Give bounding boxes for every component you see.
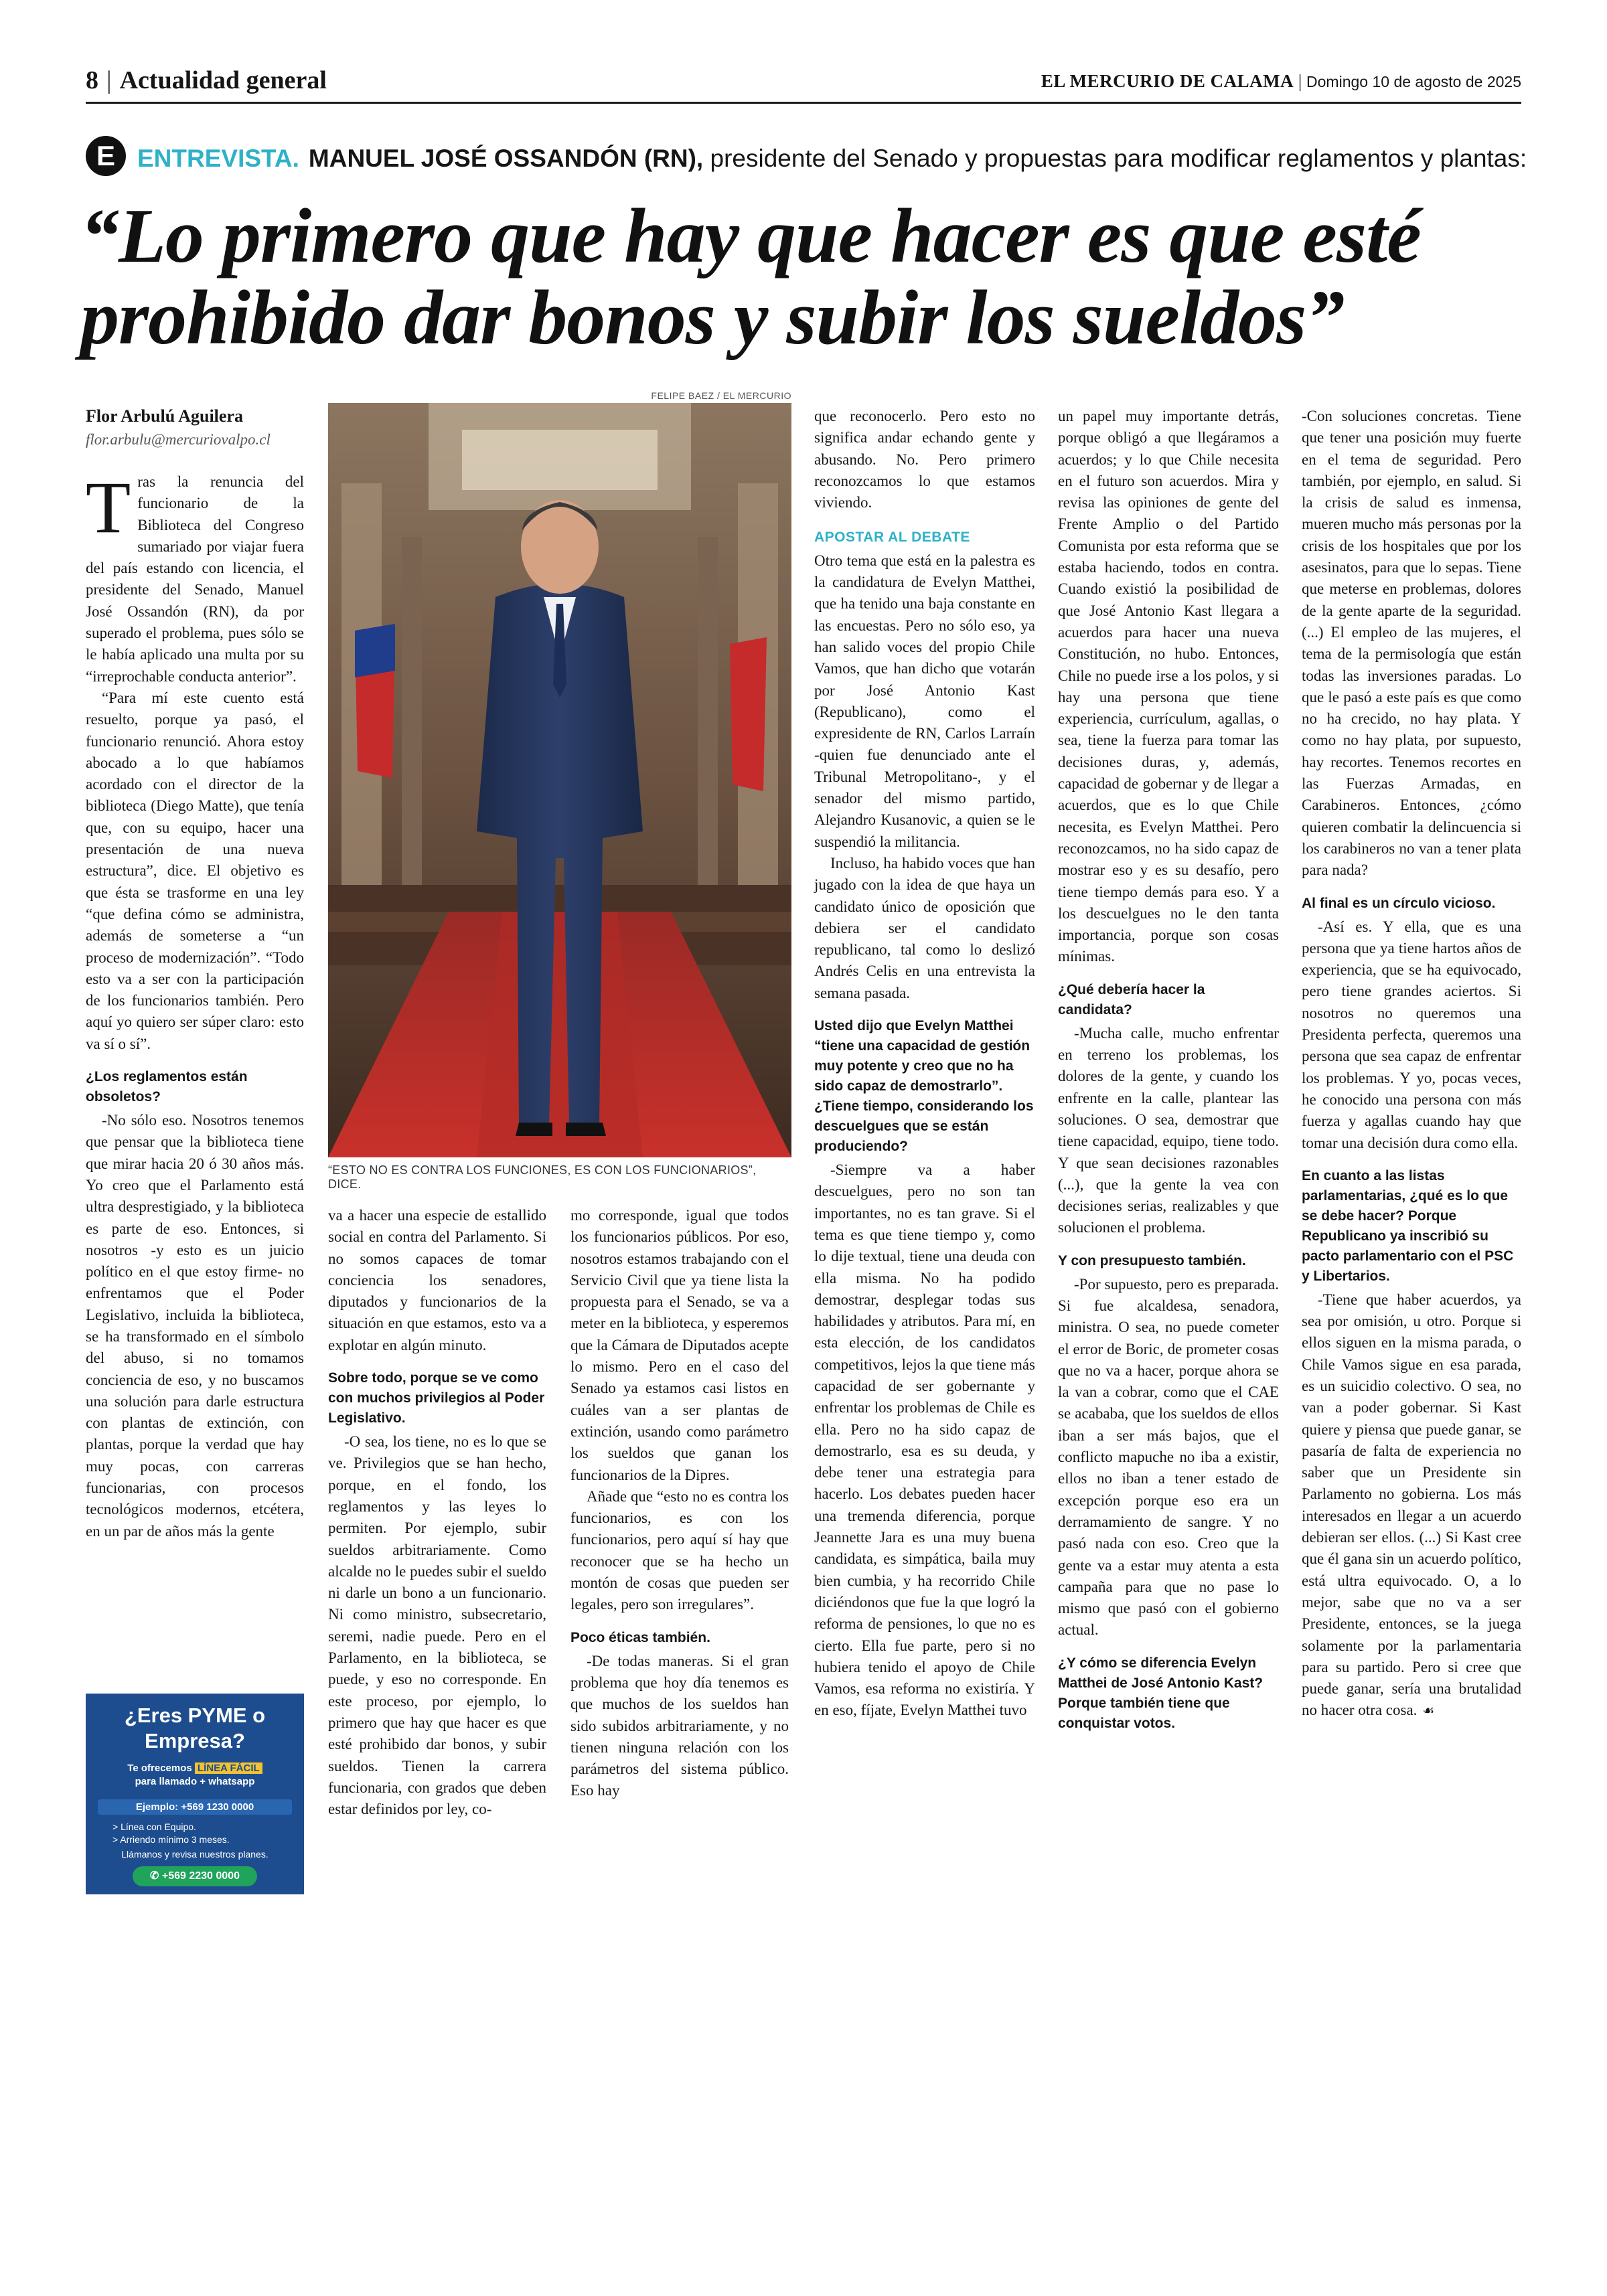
interview-question: ¿Y cómo se diferencia Evelyn Matthei de José Antonio Kast? Porque también tiene que conquistar votos.	[1058, 1655, 1264, 1731]
ad-bullet: > Línea con Equipo.	[112, 1821, 196, 1832]
drop-cap: T	[86, 467, 131, 548]
interview-question: Poco éticas también.	[570, 1629, 710, 1645]
headline: “Lo primero que hay que hacer es que esté prohibido dar bonos y subir los sueldos”	[80, 193, 1421, 361]
interview-question: ¿Los reglamentos están obsoletos?	[86, 1069, 248, 1105]
ad-bullets	[112, 1821, 230, 1846]
lead-paragraph: Tras la renuncia del funcionario de la Biblioteca del Congreso sumariado por viajar fuera del país estando con licencia, el presidente del Senado, Manuel José Ossandón (RN), da por superado el problema, pues sólo se le había aplicado una multa por su “irreprochable conducta anterior”.	[86, 467, 304, 685]
page-number: 8	[86, 66, 98, 94]
interview-question: ¿Qué debería hacer la candidata?	[1058, 981, 1205, 1017]
paragraph: -No sólo eso. Nosotros tenemos que pensar que la biblioteca tiene que mirar hacia 20 ó 30 años más. Yo creo que el Parlamento está ultra desprestigiado, y la biblioteca es parte de eso. Entonces, si nosotros -y esto es un juicio político en el que estoy firme- no enfrentamos que el Poder Legislativo, incluida la biblioteca, se ha transformado en el símbolo del abuso, si no tomamos conciencia de eso, y no buscamos una solución para darle estructura con plantas de extinción, con plantas, porque la verdad que hay muy pocas, con carreras funcionarias, con procesos tecnológicos modernos, etcétera, en un par de años más la gente	[86, 1112, 304, 1540]
section-subhead: APOSTAR AL DEBATE	[814, 529, 970, 546]
paragraph: -O sea, los tiene, no es lo que se ve. Privilegios que se han hecho, porque, en el fondo, los reglamentos y las leyes lo permiten. Por ejemplo, subir sueldos arbitrariamente. Como alcalde no le puedes subir el sueldo ni darle un bono a un funcionario. Ni como ministro, subsecretario, seremi, nadie puede. Pero en el Parlamento, en la biblioteca, se puede, y eso no corresponde. En este proceso, por ejemplo, lo primero que hay que hacer es que esté prohibido dar bonos, y subir sueldos. Tienen la carrera funcionaria, con grados que deben estar definidos por ley, co-	[328, 1433, 546, 1818]
kicker-name: MANUEL JOSÉ OSSANDÓN (RN),	[308, 145, 704, 172]
byline-author: Flor Arbulú Aguilera	[86, 406, 243, 426]
advertisement[interactable]	[86, 1694, 304, 1894]
interview-badge-icon: E	[86, 136, 126, 176]
ad-phone-button[interactable]: ✆ +569 2230 0000	[133, 1866, 257, 1886]
paragraph: Otro tema que está en la palestra es la candidatura de Evelyn Matthei, que ha tenido una baja constante en las encuestas. Pero no sólo eso, ya han salido voces del propio Chile Vamos, que han dicho que votarán por José Antonio Kast (Republicano), como el expresidente de RN, Carlos Larraín -quien fue denunciado ante el Tribunal Metropolitano-, y el senador del mismo partido, Alejandro Kusanovic, a quien se le suspendió la militancia.	[814, 552, 1035, 850]
paragraph: mo corresponde, igual que todos los funcionarios públicos. Por eso, nosotros estamos trabajando con el Servicio Civil que ya tiene lista la propuesta para el Senado, se va a meter en la biblioteca, y esperemos que la Cámara de Diputados acepte lo mismo. Pero en el caso del Senado ya estamos casi listos en cuáles van a ser plantas de extinción, usando como parámetro los sueldos que ganan los funcionarios de la Dipres.	[570, 1207, 789, 1483]
folio-rule	[86, 102, 1521, 104]
paragraph: Añade que “esto no es contra los funcionarios, es con los funcionarios, pero aquí sí hay que reconocer que se ha hecho un montón de cosas que pueden ser legales, pero son irregulares”.	[570, 1487, 789, 1613]
kicker-label: ENTREVISTA.	[137, 145, 299, 172]
publication-date: Domingo 10 de agosto de 2025	[1306, 73, 1521, 90]
article-column-3	[570, 1205, 789, 1802]
whatsapp-icon: ✆	[150, 1870, 162, 1882]
interview-question: Al final es un círculo vicioso.	[1302, 895, 1496, 911]
ad-bullet: > Arriendo mínimo 3 meses.	[112, 1834, 230, 1845]
ad-offer: Te ofrecemos LÍNEA FÁCIL para llamado + whatsapp	[99, 1762, 291, 1789]
article-column-5	[1058, 406, 1279, 1736]
byline-email[interactable]: flor.arbulu@mercuriovalpo.cl	[86, 431, 271, 448]
paragraph: Incluso, ha habido voces que han jugado con la idea de que haya un candidato único de oposición que debiera ser el candidato republicano, tal como lo deslizó Andrés Celis en una entrevista la semana pasada.	[814, 854, 1035, 1001]
paragraph: -De todas maneras. Si el gran problema que hoy día tenemos es que muchos de los sueldos han sido subidos arbitrariamente, y no tienen ninguna relación con los parámetros del sistema público. Eso hay	[570, 1652, 789, 1799]
interview-question: En cuanto a las listas parlamentarias, ¿qué es lo que se debe hacer? Porque Republicano ya inscribió su pacto parlamentario con el PSC y Libertarios.	[1302, 1167, 1514, 1284]
photo-caption: “ESTO NO ES CONTRA LOS FUNCIONES, ES CON LOS FUNCIONARIOS”, DICE.	[328, 1163, 757, 1191]
kicker	[137, 145, 1527, 173]
folio-section	[86, 66, 327, 95]
ad-offer-highlight: LÍNEA FÁCIL	[195, 1762, 262, 1774]
article-photo	[328, 403, 791, 1157]
paragraph: -Con soluciones concretas. Tiene que tener una posición muy fuerte en el tema de seguridad. Pero también, por ejemplo, en salud. Si la crisis de salud es inmensa, mueren mucho más personas por la crisis de los hospitales que por los asesinatos, para que lo sepas. Tiene que meterse en problemas, dolores de la gente aparte de la seguridad. (...) El empleo de las mujeres, el tema de la permisología que están todas las inversiones paradas. Lo que le pasó a este país es que como no ha crecido, no hay plata. Y como no hay plata, por supuesto, hay recortes. Tenemos recortes en las Fuerzas Armadas, en Carabineros. Entonces, ¿cómo quieren combatir la delincuencia si los carabineros no van a tener plata para nada?	[1302, 408, 1521, 879]
kicker-description: presidente del Senado y propuestas para modificar reglamentos y plantas:	[710, 145, 1527, 172]
paragraph: -Así es. Y ella, que es una persona que ya tiene hartos años de experiencia, que se ha equivocado, pero tiene grandes aciertos. Si nosotros no queremos una Presidenta perfecta, queremos una persona que sea capaz de enfrentar los problemas. Y yo, pocas veces, he conocido una persona con más fuerza y agallas cuando hay que tomar una decisión dura como ella.	[1302, 918, 1521, 1151]
paragraph: que reconocerlo. Pero esto no significa andar echando gente y abusando. No. Pero primero reconozcamos lo que estamos viviendo.	[814, 408, 1035, 511]
end-mark-icon: ☙	[1422, 1702, 1435, 1719]
interview-question: Usted dijo que Evelyn Matthei “tiene una capacidad de gestión muy potente y creo que no ha sido capaz de demostrarlo”. ¿Tiene tiempo, considerando los descuelgues que se están produciendo?	[814, 1018, 1034, 1155]
folio-publication: EL MERCURIO DE CALAMA | Domingo 10 de agosto de 2025	[1041, 71, 1521, 91]
interview-question: Y con presupuesto también.	[1058, 1252, 1246, 1268]
paragraph: un papel muy importante detrás, porque obligó a que llegáramos a acuerdos; y lo que Chile necesita en el futuro son acuerdos. Mira y revisa las opiniones de gente del Frente Amplio o del Partido Comunista por esta reforma que se estaba haciendo, todos en contra. Cuando existió la posibilidad de que José Antonio Kast llegara a acuerdos para hacer una nueva Constitución, no hubo. Entonces, Chile no puede irse a los polos, y si hay una persona que tiene experiencia, currículum, agallas, o sea, tiene la fuerza para tomar las decisiones duras, y, además, capacidad de gobernar y de llegar a acuerdos, que es lo que Chile necesita, es Evelyn Matthei. Pero reconozcamos, no ha sido capaz de mostrar eso y es su desafío, pero tiene tiempo demás para eso. Y a los descuelgues no le den tanta importancia, porque son cosas mínimas.	[1058, 408, 1279, 965]
article-column-2	[328, 1205, 546, 1820]
article-column-1	[86, 467, 304, 1542]
photo-credit: FELIPE BAEZ / EL MERCURIO	[651, 390, 791, 401]
paragraph: “Para mí este cuento está resuelto, porque ya pasó, el funcionario renunció. Ahora estoy abocado a lo que habíamos acordado con el director de la biblioteca (Diego Matte), que tenía que, con su equipo, hacer una presentación de una nueva estructura”, dice. El objetivo es que ésta se trasforme en una ley “que defina cómo se administra, además de someterse a “un proceso de modernización”. “Todo esto va a ser con la participación de los funcionarios también. Pero aquí yo quiero ser súper claro: esto va sí o sí”.	[86, 689, 304, 1052]
folio-separator: |	[106, 66, 112, 94]
ad-example-phone: Ejemplo: +569 1230 0000	[98, 1799, 292, 1815]
article-column-6	[1302, 406, 1521, 1722]
paragraph: -Mucha calle, mucho enfrentar en terreno los problemas, los dolores de la gente, y cuando los enfrente en la calle, plantear las soluciones. O sea, demostrar que tiene capacidad, equipo, tiene todo. Y que sean decisiones razonables (...), que la gente la vea con decisiones serias, realizables y que solucionen el problema.	[1058, 1024, 1279, 1236]
paragraph: -Por supuesto, pero es preparada. Si fue alcaldesa, senadora, ministra. O sea, no puede cometer el error de Boric, de prometer cosas que no va a hacer, porque ahora se la van a cobrar, como que el CAE se acababa, que los sueldos de ellos iban a ser más bajos, que el conflicto mapuche no iba a existir, ellos no iban a tener estado de excepción porque eso era un derramamiento de sangre. Y no pasó nada con eso. Creo que la gente va a estar muy atenta a esta campaña para que no pase lo mismo que pasó con el gobierno actual.	[1058, 1275, 1279, 1639]
paragraph: -Siempre va a haber descuelgues, pero no son tan importantes, no es tan grave. Si el tema es que tiene tiempo y, como lo dije textual, tiene una deuda con ella misma. No ha podido demostrar, desplegar todas sus habilidades y atributos. Para mí, en esta elección, de los candidatos competitivos, lejos la que tiene más capacidad de ser gobernante y enfrentar los problemas de Chile es ella. Pero no ha sido capaz de demostrarlo, esa es su deuda, y debe tener una estrategia para hacerlo. Los debates pueden hacer una tremenda diferencia, porque Jeannette Jara es una muy buena candidata, es simpática, baila muy bien cumbia, y ha recorrido Chile diciéndonos que fue la que logró la reforma de pensiones, lo que no es cierto. Ella fue parte, pero si no hubiera tenido el apoyo de Chile Vamos, esa reforma no existiría. Y en eso, fíjate, Evelyn Matthei tuvo	[814, 1161, 1035, 1719]
portrait-illustration	[328, 403, 791, 1157]
ad-footer: Llámanos y revisa nuestros planes.	[121, 1849, 269, 1860]
section-name: Actualidad general	[119, 66, 327, 94]
paragraph: va a hacer una especie de estallido social en contra del Parlamento. Si no somos capaces de tomar conciencia los senadores, diputados y funcionarios de la situación en que estamos, esto va a explotar en algún minuto.	[328, 1207, 546, 1354]
ad-title: ¿Eres PYME o Empresa?	[124, 1704, 266, 1752]
paragraph: -Tiene que haber acuerdos, ya sea por omisión, u otro. Porque si ellos siguen en la misma parada, o Chile Vamos sigue en esa parada, es un suicidio colectivo. O sea, no van a poder gobernar. Si Kast quiere y piensa que puede ganar, se pasaría de falta de experiencia no saber que un Presidente sin Parlamento no gobierna. Los más interesados en llegar a un acuerdo debieran ser ellos. (...) Si Kast cree que él gana sin un acuerdo político, está ultra equivocado. O, a lo mejor, sabe que no va a ser Presidente, entonces, se la juega solamente por la parlamentaria para su partido. Pero si cree que puede ganar, sería una brutalidad no hacer otra cosa. ☙	[1302, 1291, 1521, 1719]
interview-question: Sobre todo, porque se ve como con muchos privilegios al Poder Legislativo.	[328, 1370, 545, 1426]
publication-name: EL MERCURIO DE CALAMA	[1041, 71, 1294, 91]
article-column-4	[814, 406, 1035, 1722]
